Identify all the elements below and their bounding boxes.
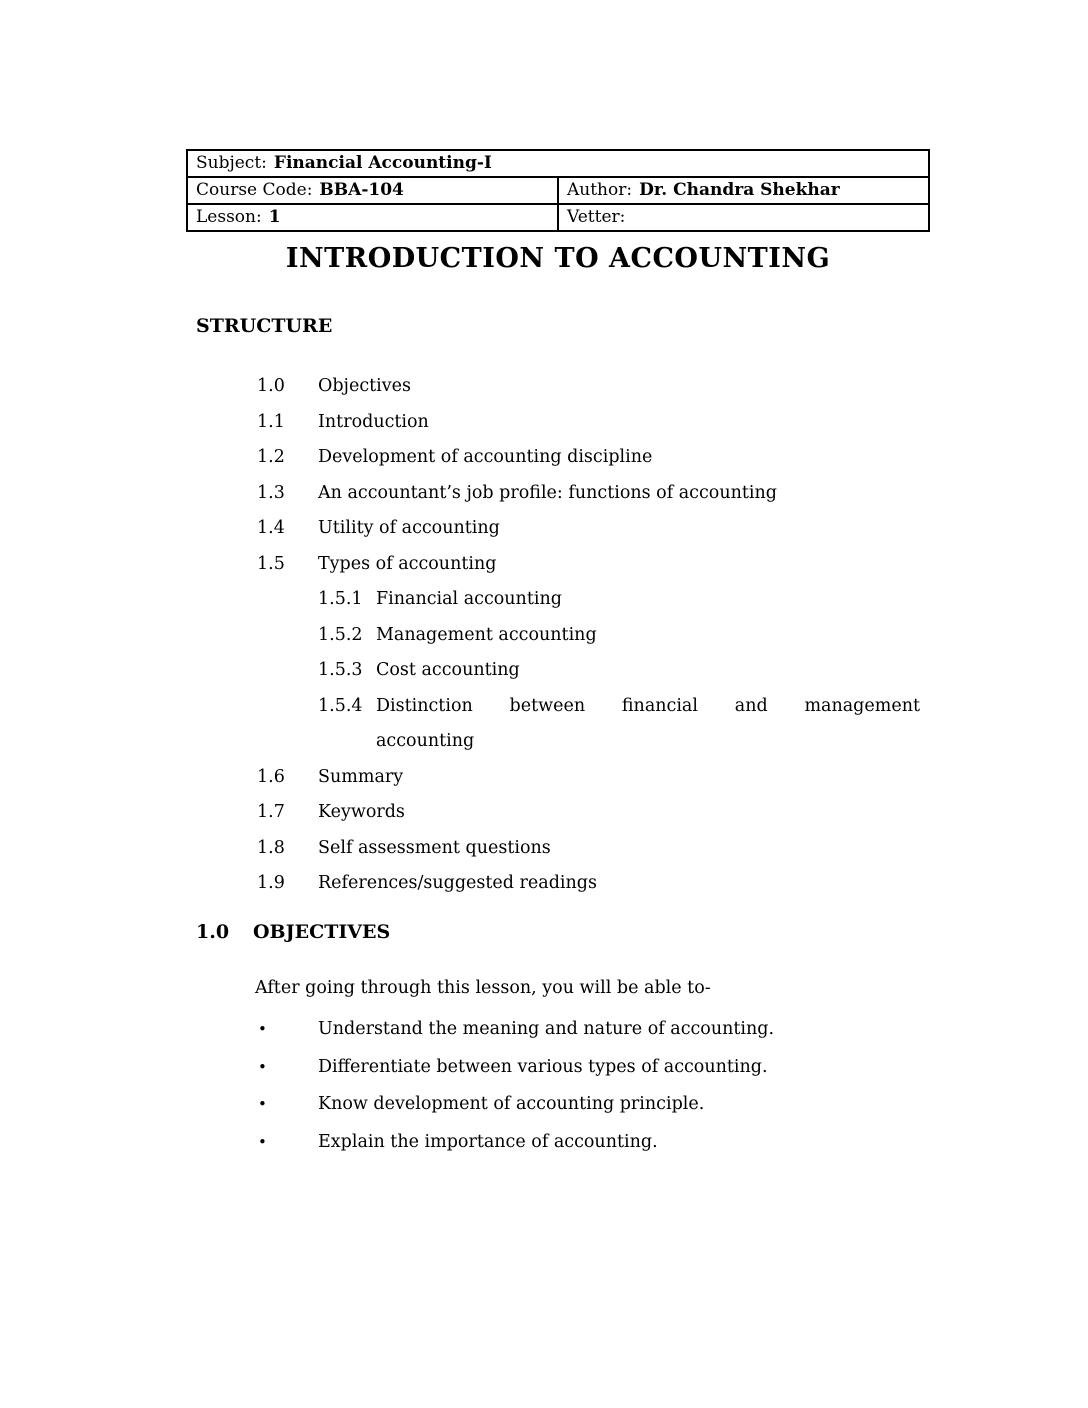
objective-bullet-item: [258, 1086, 930, 1124]
lesson-value: 1: [268, 207, 281, 227]
objective-bullet-text: Know development of accounting principle.: [318, 1094, 705, 1114]
header-row-course-author: [187, 177, 929, 204]
vetter-cell: [558, 204, 929, 231]
structure-list: [186, 369, 930, 902]
header-row-lesson-vetter: [187, 204, 929, 231]
toc-subitem: [186, 582, 930, 618]
toc-subitem-number: 1.5.1: [318, 589, 363, 609]
lesson-label: Lesson:: [196, 207, 262, 227]
objective-bullet-item: [258, 1049, 930, 1087]
toc-item-number: 1.8: [257, 837, 285, 858]
toc-item-label: Summary: [318, 766, 404, 787]
toc-subitem-label: [376, 689, 920, 760]
toc-item-label: Objectives: [318, 376, 411, 396]
objectives-bullet-list: [258, 1011, 930, 1161]
toc-subitem: [186, 618, 930, 654]
toc-subitem: [186, 689, 930, 760]
author-value: Dr. Chandra Shekhar: [639, 180, 840, 200]
toc-item: [186, 476, 930, 512]
toc-subitem: [186, 653, 930, 689]
objective-bullet-text: Explain the importance of accounting.: [318, 1131, 658, 1152]
course-code-value: BBA-104: [319, 180, 404, 200]
toc-subitem-number: 1.5.4: [318, 695, 363, 716]
toc-item-number: 1.9: [257, 873, 285, 893]
toc-subitem-number: 1.5.3: [318, 660, 363, 680]
subject-label: Subject:: [196, 153, 267, 173]
toc-item-label: Development of accounting discipline: [318, 447, 653, 467]
toc-item-label: Utility of accounting: [318, 518, 500, 538]
header-row-subject: [187, 150, 929, 177]
toc-item: [186, 831, 930, 867]
toc-item: [186, 440, 930, 476]
toc-item-label: Self assessment questions: [318, 837, 551, 858]
toc-subitem-label: Financial accounting: [376, 589, 562, 609]
objective-bullet-item: [258, 1124, 930, 1162]
toc-item-number: 1.3: [257, 482, 285, 503]
toc-item: [186, 369, 930, 405]
toc-item-number: 1.4: [257, 518, 285, 538]
toc-subitem-label-line1: Distinction between financial and management: [376, 695, 920, 716]
toc-item-number: 1.0: [257, 376, 285, 396]
course-code-cell: [187, 177, 558, 204]
subject-cell: [187, 150, 929, 177]
bullet-icon: •: [258, 1020, 267, 1038]
toc-subitem-label: Management accounting: [376, 624, 597, 645]
structure-heading: STRUCTURE: [196, 315, 333, 337]
toc-item-number: 1.5: [257, 553, 285, 574]
toc-subitem-label: Cost accounting: [376, 660, 520, 680]
bullet-icon: •: [258, 1057, 267, 1076]
toc-item: [186, 405, 930, 441]
vetter-label: Vetter:: [567, 207, 626, 227]
objective-bullet-item: [258, 1011, 930, 1049]
objectives-intro: After going through this lesson, you will be able to-: [255, 978, 711, 998]
bullet-icon: •: [258, 1095, 267, 1113]
toc-item-number: 1.2: [257, 447, 285, 467]
toc-item-label: References/suggested readings: [318, 873, 597, 893]
course-code-label: Course Code:: [196, 180, 313, 200]
toc-item-label: Keywords: [318, 802, 405, 822]
objective-bullet-text: Differentiate between various types of accounting.: [318, 1056, 768, 1077]
toc-item: [186, 547, 930, 583]
toc-item-label: Introduction: [318, 411, 429, 432]
toc-item-label: Types of accounting: [318, 553, 497, 574]
toc-item: [186, 760, 930, 796]
objectives-heading-label: OBJECTIVES: [253, 921, 391, 943]
toc-item: [186, 511, 930, 547]
toc-item-number: 1.7: [257, 802, 285, 822]
toc-subitem-number: 1.5.2: [318, 624, 363, 645]
toc-subitem-label-line2: accounting: [376, 731, 475, 751]
lesson-cell: [187, 204, 558, 231]
toc-item-number: 1.6: [257, 766, 285, 787]
objectives-heading: [196, 921, 390, 943]
toc-item-label: An accountant’s job profile: functions of accounting: [318, 482, 777, 503]
author-cell: [558, 177, 929, 204]
author-label: Author:: [567, 180, 633, 200]
toc-item-number: 1.1: [257, 411, 285, 432]
objective-bullet-text: Understand the meaning and nature of accounting.: [318, 1019, 775, 1039]
bullet-icon: •: [258, 1132, 267, 1151]
subject-value: Financial Accounting-I: [273, 153, 492, 173]
toc-item: [186, 795, 930, 831]
header-table: [186, 149, 930, 232]
page-title: INTRODUCTION TO ACCOUNTING: [285, 243, 831, 274]
toc-item: [186, 866, 930, 902]
objectives-heading-number: 1.0: [196, 921, 230, 943]
